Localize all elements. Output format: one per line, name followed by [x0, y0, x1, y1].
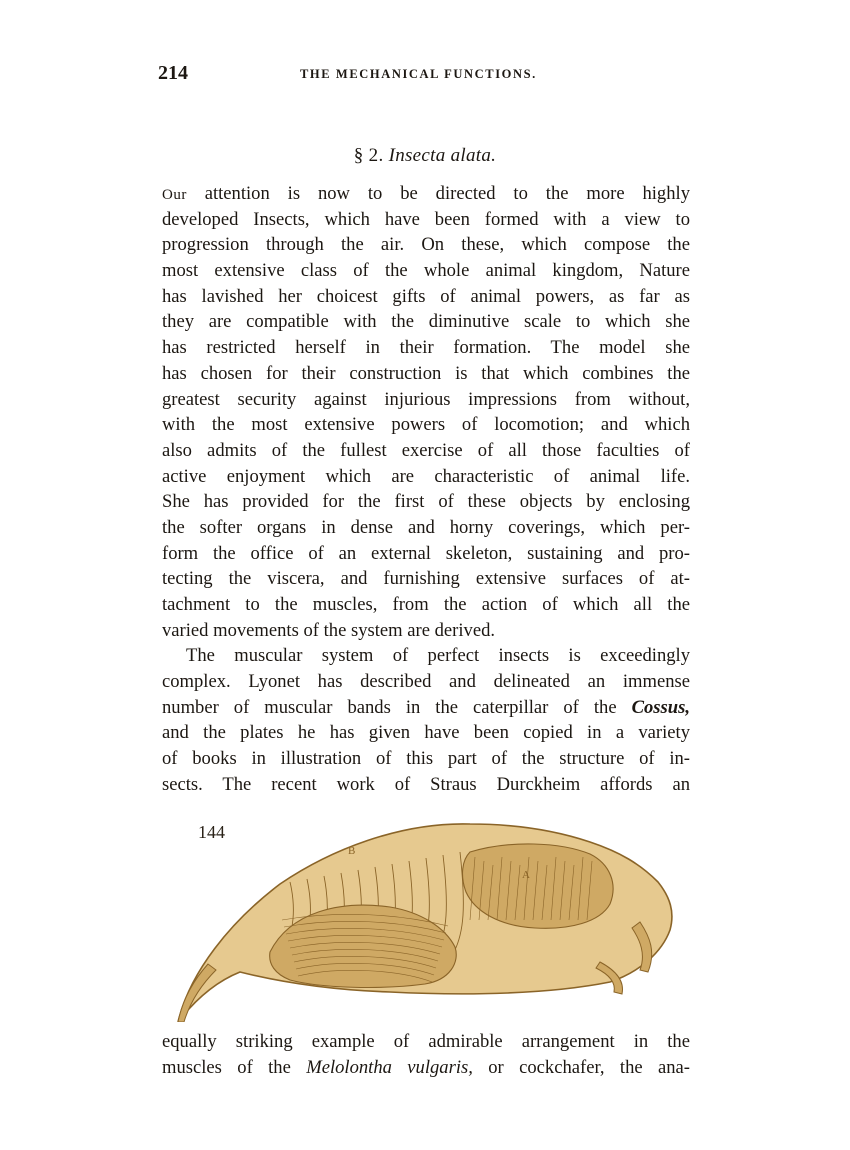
- section-title: Insecta alata.: [388, 145, 497, 166]
- section-heading: [0, 145, 850, 167]
- text-line: of books in illustration of this part of the structure of in-: [162, 748, 690, 770]
- figure-number: 144: [198, 822, 225, 842]
- text-line: has lavished her choicest gifts of animal powers, as far as: [162, 285, 690, 307]
- text-block-lower: [162, 1029, 690, 1080]
- text-line: form the office of an external skeleton, sustaining and pro-: [162, 542, 690, 564]
- page-number: 214: [158, 62, 188, 84]
- text-line: also admits of the fullest exercise of all those faculties of: [162, 439, 690, 461]
- text-line: with the most extensive powers of locomotion; and which: [162, 414, 690, 436]
- text-line: The muscular system of perfect insects is exceedingly: [186, 645, 690, 667]
- text-line: progression through the air. On these, which compose the: [162, 234, 690, 256]
- text-line: varied movements of the system are derived.: [162, 619, 496, 641]
- text-line: has restricted herself in their formation. The model she: [162, 337, 690, 359]
- text-line: Our attention is now to be directed to the more highly: [162, 183, 690, 204]
- text-line: tachment to the muscles, from the action of which all the: [162, 594, 690, 615]
- cockchafer-muscle-illustration: [170, 812, 680, 1022]
- text-line: has chosen for their construction is that which combines the: [162, 362, 690, 384]
- taxon-cossus: Cossus,: [631, 696, 690, 718]
- abdomen-tip: [178, 964, 216, 1022]
- text-line: muscles of the Melolontha vulgaris, or cockchafer, the ana-: [162, 1056, 690, 1078]
- figure-144: [170, 812, 680, 1022]
- text-line: and the plates he has given have been copied in a variety: [162, 722, 690, 744]
- text-line: number of muscular bands in the caterpillar of the Cossus,: [162, 696, 690, 718]
- insect-body-drawing: [178, 824, 672, 1022]
- taxon-melolontha: Melolontha vulgaris,: [306, 1056, 473, 1078]
- figure-label-b: B: [348, 845, 356, 857]
- section-mark: § 2.: [353, 145, 384, 166]
- text-line: they are compatible with the diminutive scale to which she: [162, 311, 690, 333]
- text-line: most extensive class of the whole animal kingdom, Nature: [162, 260, 690, 282]
- text-line: greatest security against injurious impressions from without,: [162, 388, 690, 410]
- text-block-upper: [162, 181, 690, 798]
- drop-word: Our: [162, 187, 187, 203]
- figure-label-a: A: [522, 869, 530, 881]
- text-line: She has provided for the first of these objects by enclosing: [162, 491, 690, 513]
- text-line: equally striking example of admirable arrangement in the: [162, 1031, 690, 1052]
- text-line: sects. The recent work of Straus Durckheim affords an: [162, 773, 690, 795]
- running-title: THE MECHANICAL FUNCTIONS.: [300, 67, 537, 81]
- text-line: tecting the viscera, and furnishing extensive surfaces of at-: [162, 568, 690, 590]
- running-head: [158, 62, 690, 86]
- text-line: the softer organs in dense and horny coverings, which per-: [162, 516, 690, 538]
- text-line: active enjoyment which are characteristic of animal life.: [162, 465, 690, 487]
- text-line: developed Insects, which have been formed with a view to: [162, 208, 690, 230]
- text-line: complex. Lyonet has described and delineated an immense: [162, 671, 690, 693]
